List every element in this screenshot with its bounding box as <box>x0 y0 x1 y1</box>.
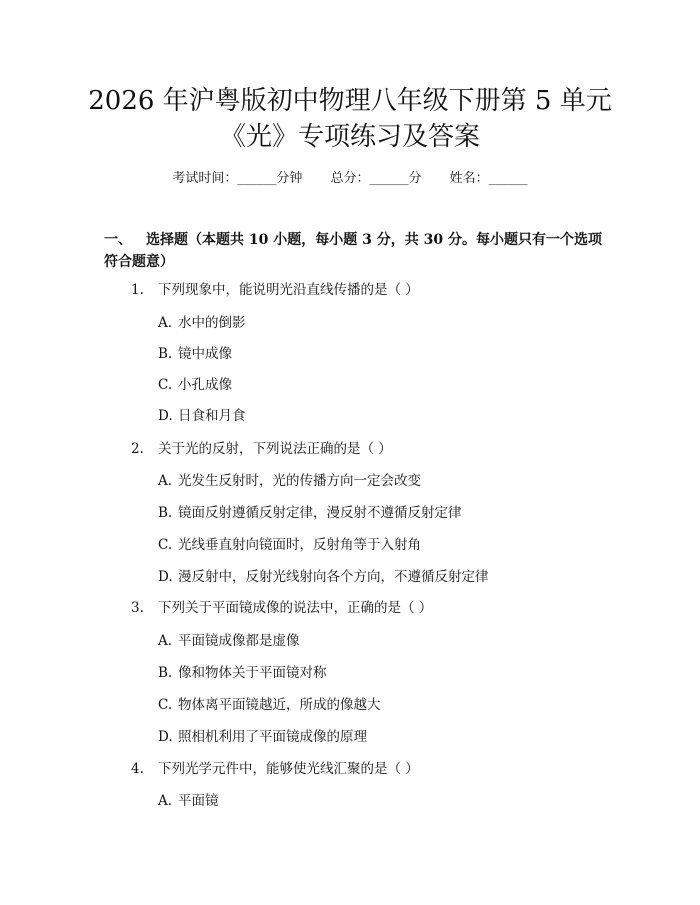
option-letter: A. <box>158 315 173 331</box>
option-text: 日食和月食 <box>178 408 246 424</box>
question-1-option-b <box>158 344 232 364</box>
option-letter: B. <box>158 505 173 521</box>
question-text: 关于光的反射，下列说法正确的是（ ） <box>158 441 392 457</box>
question-1-option-d <box>158 406 246 426</box>
question-3-option-a <box>158 631 300 651</box>
section-number: 一、 <box>104 232 132 248</box>
question-4-option-a <box>158 791 219 811</box>
option-text: 物体离平面镜越近，所成的像越大 <box>178 697 381 713</box>
question-3-option-b <box>158 663 327 683</box>
option-text: 平面镜成像都是虚像 <box>178 633 300 649</box>
student-name-field: 姓名：______ <box>449 171 528 186</box>
option-letter: A. <box>158 633 173 649</box>
total-score-field: 总分：______分 <box>330 171 422 186</box>
section-heading <box>104 229 604 273</box>
option-text: 水中的倒影 <box>178 315 246 331</box>
question-2 <box>131 439 392 459</box>
question-text: 下列关于平面镜成像的说法中，正确的是（ ） <box>158 600 433 616</box>
option-letter: D. <box>158 729 173 745</box>
question-2-option-c <box>158 535 421 555</box>
option-text: 漫反射中，反射光线射向各个方向，不遵循反射定律 <box>178 569 489 585</box>
option-letter: C. <box>158 377 173 393</box>
option-letter: C. <box>158 537 173 553</box>
option-letter: A. <box>158 473 173 489</box>
option-letter: B. <box>158 665 173 681</box>
question-number: 4. <box>131 761 144 777</box>
document-title-line-1: 2026 年沪粤版初中物理八年级下册第 5 单元 <box>88 86 612 116</box>
question-number: 2. <box>131 441 144 457</box>
option-letter: D. <box>158 569 173 585</box>
question-1-option-c <box>158 375 232 395</box>
option-text: 像和物体关于平面镜对称 <box>178 665 327 681</box>
question-number: 3. <box>131 600 144 616</box>
question-1-option-a <box>158 313 246 333</box>
option-text: 光发生反射时，光的传播方向一定会改变 <box>178 473 421 489</box>
document-title-line-2: 《光》专项练习及答案 <box>219 122 480 152</box>
option-text: 照相机利用了平面镜成像的原理 <box>178 729 367 745</box>
question-4 <box>131 759 419 779</box>
question-2-option-d <box>158 567 489 587</box>
question-2-option-b <box>158 503 462 523</box>
section-heading-text: 选择题（本题共 10 小题，每小题 3 分，共 30 分。每小题只有一个选项符合题意） <box>104 232 602 270</box>
question-text: 下列现象中，能说明光沿直线传播的是（ ） <box>158 282 419 298</box>
option-text: 光线垂直射向镜面时，反射角等于入射角 <box>178 537 421 553</box>
question-2-option-a <box>158 471 421 491</box>
question-3-option-c <box>158 695 381 715</box>
question-number: 1. <box>131 282 144 298</box>
question-text: 下列光学元件中，能够使光线汇聚的是（ ） <box>158 761 419 777</box>
exam-time-field: 考试时间：______分钟 <box>172 171 303 186</box>
question-1 <box>131 280 419 300</box>
option-letter: B. <box>158 346 173 362</box>
option-text: 镜中成像 <box>178 346 232 362</box>
option-text: 镜面反射遵循反射定律，漫反射不遵循反射定律 <box>178 505 462 521</box>
option-letter: C. <box>158 697 173 713</box>
option-text: 平面镜 <box>178 793 219 809</box>
option-letter: D. <box>158 408 173 424</box>
question-3 <box>131 598 432 618</box>
question-3-option-d <box>158 727 367 747</box>
exam-info <box>0 170 700 188</box>
option-letter: A. <box>158 793 173 809</box>
option-text: 小孔成像 <box>178 377 232 393</box>
